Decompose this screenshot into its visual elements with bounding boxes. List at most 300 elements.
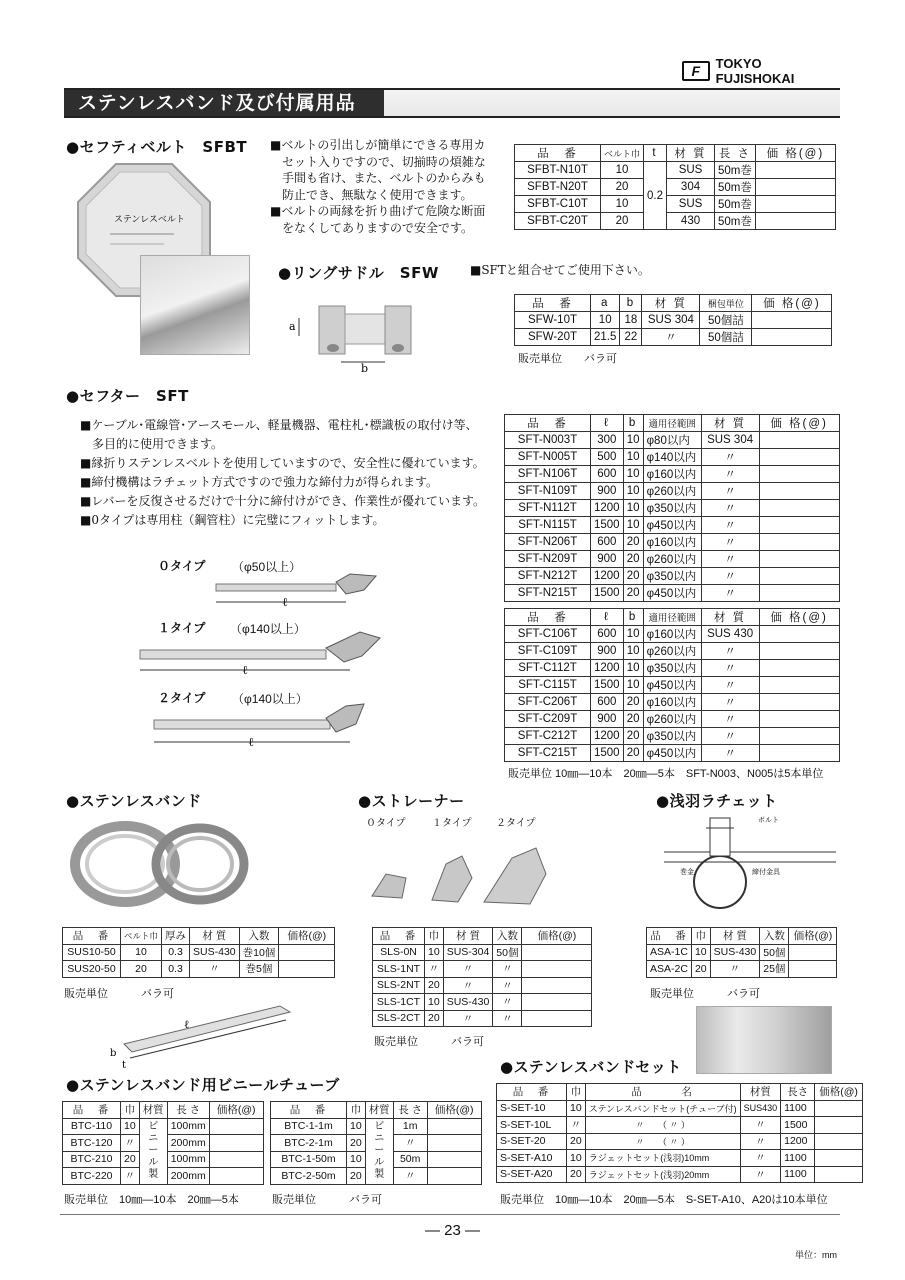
- sfw-sales-unit: 販売単位 バラ可: [518, 353, 617, 365]
- cell-part: BTC-120: [63, 1135, 121, 1152]
- cell-material: 〃: [701, 483, 759, 500]
- table-row: [505, 677, 840, 694]
- cell-width: 10: [567, 1150, 586, 1167]
- col-header: 価 格(@): [752, 295, 832, 312]
- table-header-row: [505, 415, 840, 432]
- dim-l-label: ℓ: [248, 735, 254, 749]
- cell-name: ラジェットセット(浅羽)10mm: [585, 1150, 740, 1167]
- col-header: 長 さ: [715, 145, 756, 162]
- cell-part: SFW-20T: [515, 329, 591, 346]
- cell-width: 10: [347, 1151, 366, 1168]
- cell-name: 〃 （ 〃 ）: [585, 1133, 740, 1150]
- dim-a-label: a: [289, 320, 296, 333]
- type-spec: （φ140以上）: [232, 692, 308, 706]
- cell-length: 1200: [591, 660, 624, 677]
- cell-part: SFT-C115T: [505, 677, 591, 694]
- cell-part: SFT-N109T: [505, 483, 591, 500]
- table-row: [497, 1100, 863, 1117]
- cell-material: 〃: [701, 500, 759, 517]
- band-strip-icon: [100, 1000, 300, 1070]
- cell-price: [522, 977, 592, 994]
- cell-width: 20: [623, 568, 643, 585]
- cell-material: 〃: [710, 961, 760, 978]
- type-label: ２タイプ: [496, 818, 536, 829]
- cell-length: 1500: [591, 677, 624, 694]
- sft-2-icon: [150, 702, 390, 750]
- cell-range: φ450以内: [643, 517, 701, 534]
- cell-width: 20: [623, 694, 643, 711]
- cell-width: 20: [623, 711, 643, 728]
- material-char: ー: [374, 1145, 385, 1156]
- saddle-icon: [285, 292, 425, 374]
- cell-range: φ140以内: [643, 449, 701, 466]
- col-header: 品 番: [505, 609, 591, 626]
- table-row: [373, 994, 592, 1011]
- cell-part: S-SET-A20: [497, 1166, 567, 1183]
- cell-price: [522, 994, 592, 1011]
- dim-t-label: t: [122, 1060, 127, 1070]
- cell-price: [759, 711, 839, 728]
- cell-width: 10: [623, 483, 643, 500]
- cell-length: 900: [591, 643, 624, 660]
- sfbt-desc-line: 手間も省け、また、ベルトのからみも: [270, 171, 486, 185]
- cell-material: 〃: [701, 551, 759, 568]
- cell-range: φ160以内: [643, 534, 701, 551]
- cell-width: 20: [347, 1135, 366, 1152]
- col-header: 品 番: [647, 928, 692, 945]
- cell-price: [755, 213, 835, 230]
- cell-part: ASA-1C: [647, 944, 692, 961]
- cell-price: [209, 1135, 263, 1152]
- type-label: １タイプ: [158, 621, 206, 635]
- cell-part: BTC-220: [63, 1168, 121, 1185]
- table-row: [373, 1010, 592, 1027]
- ratchet-icon: [660, 812, 840, 912]
- table-row: [647, 961, 837, 978]
- table-row: [63, 1118, 264, 1135]
- table-header-row: [497, 1084, 863, 1101]
- cell-width: 20: [623, 585, 643, 602]
- table-row: [505, 711, 840, 728]
- sft-desc-line: ■締付機構はラチェット方式ですので強力な締付力が得られます。: [80, 475, 439, 489]
- sft-desc-line: ■レバーを反復させるだけで十分に締付けができ、作業性が優れています。: [80, 494, 486, 508]
- cell-length: 600: [591, 534, 624, 551]
- table-header-row: [63, 928, 335, 945]
- cell-material: 〃: [701, 534, 759, 551]
- cell-price: [815, 1166, 863, 1183]
- dim-l-label: ℓ: [184, 1018, 190, 1031]
- sfbt-belt-photo: [140, 255, 250, 355]
- cell-material: SUS: [667, 196, 715, 213]
- company-logo: [682, 58, 842, 84]
- bolt-label: ボルト: [758, 816, 779, 824]
- table-header-row: [63, 1102, 264, 1119]
- cell-material: SUS: [667, 162, 715, 179]
- cell-price: [759, 694, 839, 711]
- table-row: [505, 483, 840, 500]
- cell-price: [752, 329, 832, 346]
- table-row: [515, 329, 832, 346]
- cell-part: SFT-C206T: [505, 694, 591, 711]
- col-header: 材 質: [190, 928, 240, 945]
- cell-material: 〃: [701, 694, 759, 711]
- sft-sales-unit: 販売単位 10㎜―10本 20㎜―5本 SFT-N003、N005は5本単位: [508, 768, 824, 780]
- cell-price: [759, 517, 839, 534]
- cell-part: SLS-1CT: [373, 994, 425, 1011]
- cell-price: [789, 944, 837, 961]
- cell-length: 〃: [393, 1168, 427, 1185]
- cell-material: SUS 304: [642, 312, 700, 329]
- cell-price: [209, 1168, 263, 1185]
- col-header: 長 さ: [393, 1102, 427, 1119]
- cell-length: 1100: [781, 1166, 815, 1183]
- wrap-label: 巻金: [680, 868, 694, 876]
- cell-price: [752, 312, 832, 329]
- col-header: b: [623, 415, 643, 432]
- sfw-heading: ●リングサドル SFW: [278, 264, 439, 282]
- col-header: 適用径範囲: [643, 415, 701, 432]
- col-header: 品 番: [63, 1102, 121, 1119]
- cell-b: 22: [620, 329, 642, 346]
- saddle-diagram: [285, 292, 425, 374]
- col-header: 品 番: [497, 1084, 567, 1101]
- cell-material: SUS-430: [710, 944, 760, 961]
- table-row: [647, 944, 837, 961]
- cell-width: 10: [623, 677, 643, 694]
- cell-part: SLS-2CT: [373, 1010, 425, 1027]
- cell-width: 10: [623, 517, 643, 534]
- col-header: 品 番: [63, 928, 121, 945]
- cell-width: 10: [691, 944, 710, 961]
- cell-width: 10: [623, 466, 643, 483]
- cell-price: [759, 626, 839, 643]
- sft-c-table: [504, 608, 840, 762]
- table-row: [497, 1117, 863, 1134]
- cell-length: 1500: [591, 585, 624, 602]
- cell-material: 〃: [740, 1150, 781, 1167]
- cell-price: [815, 1133, 863, 1150]
- cell-material: 〃: [740, 1133, 781, 1150]
- tube-heading: ●ステンレスバンド用ビニールチューブ: [66, 1076, 340, 1094]
- cell-part: SFT-N005T: [505, 449, 591, 466]
- cell-price: [759, 432, 839, 449]
- table-row: [373, 944, 592, 961]
- cell-range: φ260以内: [643, 551, 701, 568]
- material-char: 製: [374, 1169, 385, 1180]
- cell-part: SFT-N003T: [505, 432, 591, 449]
- cell-part: S-SET-10: [497, 1100, 567, 1117]
- table-header-row: [515, 295, 832, 312]
- table-row: [505, 449, 840, 466]
- cell-material: 〃: [701, 745, 759, 762]
- material-char: ニ: [148, 1133, 159, 1144]
- band-sales-unit: 販売単位 バラ可: [64, 988, 174, 1000]
- col-header: 入数: [760, 928, 789, 945]
- type-label: ０タイプ: [366, 818, 406, 829]
- strainer-heading: ●ストレーナー: [358, 792, 465, 810]
- cell-name: ラジェットセット(浅羽)20mm: [585, 1166, 740, 1183]
- cell-price: [759, 551, 839, 568]
- cell-width: 10: [425, 994, 444, 1011]
- table-header-row: [271, 1102, 482, 1119]
- col-header: 長 さ: [167, 1102, 209, 1119]
- cell-material: 〃: [190, 961, 240, 978]
- cell-price: [279, 961, 335, 978]
- col-header: 価格(@): [815, 1084, 863, 1101]
- cell-part: ASA-2C: [647, 961, 692, 978]
- dim-l-label: ℓ: [242, 663, 248, 677]
- cell-price: [789, 961, 837, 978]
- set-sales-unit: 販売単位 10㎜―10本 20㎜―5本 S-SET-A10、A20は10本単位: [500, 1194, 828, 1206]
- cell-price: [522, 961, 592, 978]
- band-strip-diagram: [100, 1000, 300, 1070]
- cell-part: SFBT-N10T: [515, 162, 601, 179]
- cell-width: 20: [347, 1168, 366, 1185]
- cell-range: φ350以内: [643, 500, 701, 517]
- cell-material: 〃: [701, 660, 759, 677]
- col-header: a: [591, 295, 620, 312]
- cell-price: [759, 643, 839, 660]
- cell-price: [815, 1117, 863, 1134]
- cell-part: SUS20-50: [63, 961, 121, 978]
- table-row: [63, 961, 335, 978]
- col-header: 材質: [139, 1102, 167, 1119]
- cell-length: 1500: [591, 745, 624, 762]
- cell-price: [427, 1168, 481, 1185]
- col-header: 材 質: [642, 295, 700, 312]
- ratchet-heading: ●浅羽ラチェット: [656, 792, 778, 810]
- col-header: 適用径範囲: [643, 609, 701, 626]
- col-header: b: [623, 609, 643, 626]
- page-number: ― 23 ―: [424, 1222, 481, 1239]
- footer-rule: [60, 1214, 840, 1215]
- sfbt-desc-line: セット入りですので、切揃時の煩雑な: [270, 154, 486, 169]
- type-spec: （φ50以上）: [232, 560, 302, 574]
- cell-length: 50m巻: [715, 162, 756, 179]
- cell-width: 〃: [121, 1168, 140, 1185]
- cell-price: [759, 483, 839, 500]
- col-header: 価格(@): [789, 928, 837, 945]
- cell-width: 20: [601, 179, 644, 196]
- table-row: [505, 551, 840, 568]
- cell-width: 10: [623, 626, 643, 643]
- set-heading: ●ステンレスバンドセット: [500, 1058, 682, 1076]
- cell-part: BTC-110: [63, 1118, 121, 1135]
- cell-quantity: 〃: [493, 977, 522, 994]
- cell-part: SFBT-N20T: [515, 179, 601, 196]
- sfbt-description: [270, 137, 510, 236]
- col-header: 材 質: [667, 145, 715, 162]
- col-header: 梱包単位: [700, 295, 752, 312]
- type-spec: （φ140以上）: [230, 622, 306, 636]
- cell-material: SUS430: [740, 1100, 781, 1117]
- sft-desc-line: ■0タイプは専用柱（鋼管柱）に完璧にフィットします。: [80, 513, 385, 527]
- cell-width: 20: [623, 745, 643, 762]
- col-header: 価格(@): [522, 928, 592, 945]
- cell-part: SFBT-C10T: [515, 196, 601, 213]
- cell-quantity: 25個: [760, 961, 789, 978]
- col-header: 品 番: [515, 145, 601, 162]
- band-coil-icon: [70, 818, 250, 908]
- table-row: [505, 432, 840, 449]
- cell-thickness: 0.3: [162, 961, 190, 978]
- sft-type-0: [150, 556, 390, 612]
- cell-length: 1200: [591, 500, 624, 517]
- cell-price: [759, 660, 839, 677]
- cell-price: [522, 1010, 592, 1027]
- cell-a: 21.5: [591, 329, 620, 346]
- cell-material: SUS 430: [701, 626, 759, 643]
- cell-material: 〃: [701, 711, 759, 728]
- cell-part: S-SET-20: [497, 1133, 567, 1150]
- cell-part: BTC-2-50m: [271, 1168, 347, 1185]
- cell-material: SUS-304: [443, 944, 493, 961]
- table-row: [505, 745, 840, 762]
- cell-width: 〃: [121, 1135, 140, 1152]
- cell-price: [815, 1100, 863, 1117]
- strainer-table: [372, 927, 592, 1027]
- cell-width: 20: [623, 551, 643, 568]
- cell-width: 10: [623, 660, 643, 677]
- table-row: [515, 312, 832, 329]
- cell-part: SFT-C215T: [505, 745, 591, 762]
- cell-part: BTC-1-50m: [271, 1151, 347, 1168]
- cell-range: φ450以内: [643, 585, 701, 602]
- material-char: ー: [148, 1145, 159, 1156]
- tube-sales-unit-left: 販売単位 10㎜―10本 20㎜―5本: [64, 1194, 239, 1206]
- strainer-icon: [362, 834, 562, 906]
- sft-0-icon: [150, 570, 390, 612]
- cell-length: 1200: [781, 1133, 815, 1150]
- cell-part: SFT-N206T: [505, 534, 591, 551]
- cell-width: 20: [121, 1151, 140, 1168]
- cell-length: 600: [591, 694, 624, 711]
- cell-part: SFT-N209T: [505, 551, 591, 568]
- table-row: [63, 944, 335, 961]
- cell-length: 600: [591, 626, 624, 643]
- cell-range: φ260以内: [643, 711, 701, 728]
- type-label: ２タイプ: [158, 691, 206, 705]
- cell-length: 50m: [393, 1151, 427, 1168]
- cell-range: φ450以内: [643, 745, 701, 762]
- cell-price: [759, 466, 839, 483]
- cell-length: 200mm: [167, 1135, 209, 1152]
- col-header: 品 番: [271, 1102, 347, 1119]
- cell-price: [759, 500, 839, 517]
- cell-price: [815, 1150, 863, 1167]
- col-header: 巾: [347, 1102, 366, 1119]
- cell-length: 1200: [591, 568, 624, 585]
- cell-range: φ80以内: [643, 432, 701, 449]
- col-header: 材 質: [710, 928, 760, 945]
- table-header-row: [515, 145, 836, 162]
- table-row: [515, 162, 836, 179]
- sft-1-icon: [130, 630, 390, 676]
- cell-range: φ350以内: [643, 568, 701, 585]
- ratchet-table: [646, 927, 837, 978]
- cell-material: 〃: [701, 568, 759, 585]
- sfbt-desc-line: 防止でき、無駄なく使用できます。: [270, 187, 473, 202]
- material-char: ビ: [374, 1121, 385, 1132]
- material-char: 製: [148, 1169, 159, 1180]
- cell-width: 10: [347, 1118, 366, 1135]
- col-header: 品 番: [515, 295, 591, 312]
- sft-type-1: [130, 618, 390, 676]
- dim-l-label: ℓ: [282, 595, 288, 609]
- cell-price: [209, 1118, 263, 1135]
- dim-b-label: b: [361, 362, 369, 374]
- cell-material: [365, 1118, 393, 1184]
- table-row: [505, 517, 840, 534]
- cell-width: 〃: [567, 1117, 586, 1134]
- table-row: [505, 694, 840, 711]
- cell-price: [759, 568, 839, 585]
- cell-price: [279, 944, 335, 961]
- cell-quantity: 50個: [760, 944, 789, 961]
- cell-price: [759, 449, 839, 466]
- cell-length: 1100: [781, 1100, 815, 1117]
- material-char: ル: [148, 1157, 159, 1168]
- cell-range: φ160以内: [643, 694, 701, 711]
- col-header: 品 名: [585, 1084, 740, 1101]
- cell-width: 10: [425, 944, 444, 961]
- cell-price: [522, 944, 592, 961]
- tube-table-right: [270, 1101, 482, 1185]
- cell-range: φ260以内: [643, 483, 701, 500]
- cell-range: φ350以内: [643, 728, 701, 745]
- col-header: 巾: [567, 1084, 586, 1101]
- cell-length: 900: [591, 711, 624, 728]
- cell-price: [209, 1151, 263, 1168]
- cell-width: 10: [121, 1118, 140, 1135]
- cell-price: [759, 728, 839, 745]
- unit-note: 単位：mm: [795, 1250, 837, 1260]
- cell-width: 20: [623, 728, 643, 745]
- sfbt-heading: ●セフティベルト SFBT: [66, 138, 248, 156]
- cell-quantity: 巻10個: [239, 944, 279, 961]
- cell-part: SLS-0N: [373, 944, 425, 961]
- cell-part: SFT-N115T: [505, 517, 591, 534]
- cell-length: 1500: [591, 517, 624, 534]
- material-char: ビ: [148, 1121, 159, 1132]
- col-header: 材 質: [701, 609, 759, 626]
- cell-material: 〃: [701, 449, 759, 466]
- cell-material: 〃: [740, 1166, 781, 1183]
- col-header: 品 番: [505, 415, 591, 432]
- table-row: [505, 466, 840, 483]
- ratchet-diagram: [660, 812, 840, 912]
- cell-thickness: 0.2: [644, 162, 667, 230]
- band-heading: ●ステンレスバンド: [66, 792, 202, 810]
- col-header: ベルト巾: [601, 145, 644, 162]
- cell-part: BTC-1-1m: [271, 1118, 347, 1135]
- cell-part: S-SET-10L: [497, 1117, 567, 1134]
- cell-part: SFT-C209T: [505, 711, 591, 728]
- cell-material: 〃: [701, 585, 759, 602]
- cell-price: [427, 1135, 481, 1152]
- strainer-photos: [362, 816, 562, 906]
- col-header: ベルト巾: [121, 928, 162, 945]
- col-header: t: [644, 145, 667, 162]
- cell-length: 200mm: [167, 1168, 209, 1185]
- sft-type-2: [150, 688, 390, 750]
- cell-range: φ260以内: [643, 643, 701, 660]
- cell-price: [427, 1151, 481, 1168]
- cell-width: 〃: [425, 961, 444, 978]
- col-header: 入数: [239, 928, 279, 945]
- cell-width: 10: [121, 944, 162, 961]
- col-header: 材質: [740, 1084, 781, 1101]
